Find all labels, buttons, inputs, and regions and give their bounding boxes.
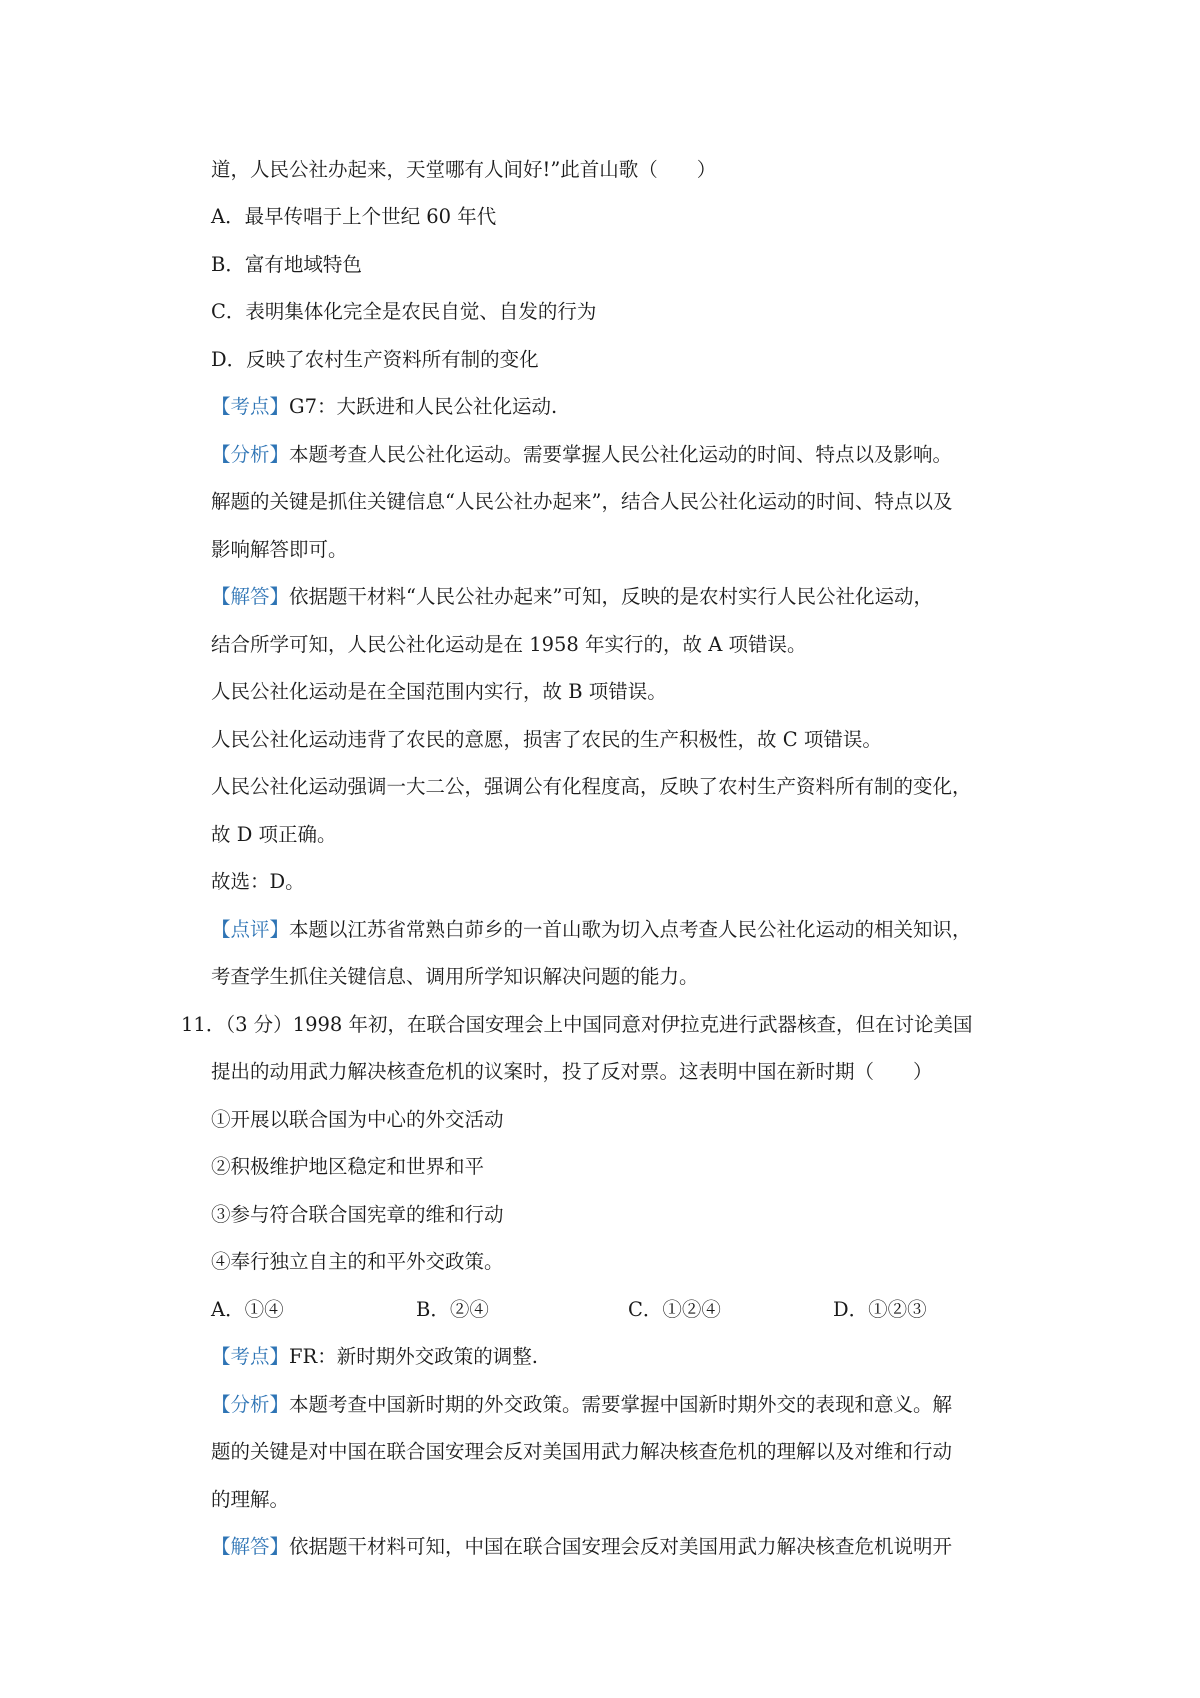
q10-jieda-line-2: 结合所学可知，人民公社化运动是在 1958 年实行的，故 A 项错误。 <box>211 633 807 656</box>
q11-option-b: B．②④ <box>416 1298 489 1321</box>
q11-statement-2: ②积极维护地区稳定和世界和平 <box>211 1155 485 1178</box>
kaodian-text: FR：新时期外交政策的调整. <box>289 1345 538 1368</box>
jieda-tag: 【解答】 <box>211 585 290 608</box>
fenxi-tag: 【分析】 <box>211 443 290 466</box>
q11-fenxi <box>211 1393 952 1417</box>
q10-option-b: B．富有地域特色 <box>211 253 362 276</box>
q11-statement-1: ①开展以联合国为中心的外交活动 <box>211 1108 504 1131</box>
q11-fenxi-line-3: 的理解。 <box>211 1488 290 1511</box>
jieda-line: 依据题干材料可知，中国在联合国安理会反对美国用武力解决核查危机说明开 <box>289 1535 953 1558</box>
dianping-tag: 【点评】 <box>211 918 290 941</box>
q11-statement-3: ③参与符合联合国宪章的维和行动 <box>211 1203 504 1226</box>
q11-jieda <box>211 1535 952 1559</box>
q10-dianping <box>211 918 972 942</box>
q10-fenxi <box>211 443 952 467</box>
q10-answer: 故选：D。 <box>211 870 305 893</box>
q10-jieda-line-5: 人民公社化运动强调一大二公，强调公有化程度高，反映了农村生产资料所有制的变化， <box>211 775 972 798</box>
q11-fenxi-line-2: 题的关键是对中国在联合国安理会反对美国用武力解决核查危机的理解以及对维和行动 <box>211 1440 953 1463</box>
q10-jieda <box>211 585 933 609</box>
kaodian-tag: 【考点】 <box>211 395 290 418</box>
q11-kaodian <box>211 1345 538 1369</box>
kaodian-tag: 【考点】 <box>211 1345 290 1368</box>
kaodian-text: G7：大跃进和人民公社化运动. <box>289 395 558 418</box>
q10-stem-tail: 道，人民公社办起来，天堂哪有人间好!”此首山歌（ ） <box>211 158 717 181</box>
q11-stem-line-1: 11．（3 分）1998 年初，在联合国安理会上中国同意对伊拉克进行武器核查，但在讨论美国 <box>181 1013 973 1036</box>
dianping-line: 本题以江苏省常熟白茆乡的一首山歌为切入点考查人民公社化运动的相关知识， <box>289 918 972 941</box>
q10-dianping-line-2: 考查学生抓住关键信息、调用所学知识解决问题的能力。 <box>211 965 699 988</box>
q10-jieda-line-4: 人民公社化运动违背了农民的意愿，损害了农民的生产积极性，故 C 项错误。 <box>211 728 882 751</box>
fenxi-line: 本题考查人民公社化运动。需要掌握人民公社化运动的时间、特点以及影响。 <box>289 443 953 466</box>
q10-fenxi-line-3: 影响解答即可。 <box>211 538 348 561</box>
q11-option-c: C．①②④ <box>628 1298 721 1321</box>
q11-statement-4: ④奉行独立自主的和平外交政策。 <box>211 1250 504 1273</box>
q10-option-a: A．最早传唱于上个世纪 60 年代 <box>211 205 497 228</box>
q11-stem-line-2: 提出的动用武力解决核查危机的议案时，投了反对票。这表明中国在新时期（ ） <box>211 1060 933 1083</box>
jieda-line: 依据题干材料“人民公社办起来”可知，反映的是农村实行人民公社化运动， <box>289 585 933 608</box>
q10-option-d: D．反映了农村生产资料所有制的变化 <box>211 348 539 371</box>
jieda-tag: 【解答】 <box>211 1535 290 1558</box>
q11-option-a: A．①④ <box>211 1298 284 1321</box>
q10-fenxi-line-2: 解题的关键是抓住关键信息“人民公社办起来”，结合人民公社化运动的时间、特点以及 <box>211 490 953 513</box>
fenxi-line: 本题考查中国新时期的外交政策。需要掌握中国新时期外交的表现和意义。解 <box>289 1393 953 1416</box>
fenxi-tag: 【分析】 <box>211 1393 290 1416</box>
q11-option-d: D．①②③ <box>833 1298 927 1321</box>
q10-jieda-line-3: 人民公社化运动是在全国范围内实行，故 B 项错误。 <box>211 680 667 703</box>
q10-kaodian <box>211 395 557 419</box>
q10-option-c: C．表明集体化完全是农民自觉、自发的行为 <box>211 300 597 323</box>
q10-jieda-line-6: 故 D 项正确。 <box>211 823 337 846</box>
